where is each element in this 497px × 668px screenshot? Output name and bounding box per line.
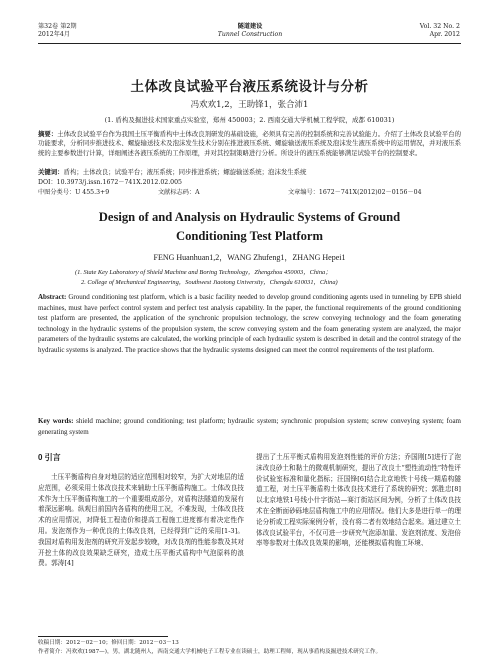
en-title-line2: Conditioning Test Platform xyxy=(176,229,323,243)
body-column-right: 提出了土压平衡式盾构用发泡剂性能的评价方法；乔国刚[5]进行了泡沫改良砂土和黏土的微观机制研究，提出了改良土“塑性流动性”特性评价试验室标准和量化指标；汪国锋[6]结合北京地铁十号线一期盾构隧道工程，对土压平衡盾构土体改良技术进行了系统的研究；郭胜忠[8]以北京地铁1号线小什字街站—赛汀街站区间为例，分析了土体改良技术在全断面砂砾地层盾构施工中的应用情况。他们大多是进行单一的理论分析或工程实际案例分析，没有将二者有效地结合起来。通过建立土体改良试验平台，不仅可进一步研究气泡添加量、发泡剂浓度、发泡倍率等参数对土体改良效果的影响，还能模拟盾构施工环境、 xyxy=(256,453,461,548)
en-keywords-label: Key words: xyxy=(38,417,74,425)
en-authors: FENG Huanhuan1,2，WANG Zhufeng1，ZHANG Hepei1 xyxy=(153,253,346,262)
header-left xyxy=(38,23,148,39)
section-heading-intro: 0 引言 xyxy=(38,453,61,462)
header-vol-en: Vol. 32 No. 2 xyxy=(419,23,460,30)
cn-keywords xyxy=(38,168,461,177)
cn-keywords-text: 盾构；土体改良；试验平台；液压系统；同步推进系统；螺旋输送系统；泡沫发生系统 xyxy=(63,168,307,176)
en-title-line1: Design of and Analysis on Hydraulic Systems of Ground xyxy=(98,210,401,224)
cn-keywords-label: 关键词： xyxy=(38,168,64,176)
en-keywords xyxy=(38,416,461,437)
header-date-en: Apr. 2012 xyxy=(429,31,460,38)
footnote-rule xyxy=(38,636,168,637)
header-journal-cn: 隧道建设 xyxy=(237,23,263,30)
cn-doc-code: 文献标志码：A xyxy=(158,189,200,196)
footnote-received: 收稿日期：2012－02－10；修回日期：2012－03－13 xyxy=(38,640,179,646)
en-abstract-label: Abstract: xyxy=(38,293,67,301)
cn-authors: 冯欢欢1,2，王助锋1，张合沛1 xyxy=(190,100,309,110)
en-affiliation-2: 2. College of Mechanical Engineering，Southwest Jiaotong University，Chengdu 610031，China) xyxy=(81,279,338,286)
header-volume: 第32卷 第2期 xyxy=(38,23,77,30)
en-title xyxy=(38,208,461,246)
en-abstract-text: Ground conditioning test platform, which is a basic facility needed to develop ground conditioning agents used in tunneling by EPB shield machines, must have perfect control system and perfect test analysis capability. In the paper, the functional requirements of the ground conditioning test platform are presented, the application of the synchronic propulsion technology, the screw conveying technology and the foam generating technology in the hydraulic systems of the propulsion system, the screw conveying system and the foam generating system are analyzed, the major parameters of the hydraulic systems are calculated, the working principle of each hydraulic system is described in detail and the control strategy of the hydraulic systems is analyzed. The practice shows that the hydraulic systems designed can meet the control requirements of the test platform. xyxy=(38,293,462,354)
en-abstract xyxy=(38,292,461,355)
en-keywords-text: shield machine; ground conditioning; test platform; hydraulic system; synchronic propulsion system; screw conveying system; foam generating system xyxy=(38,417,461,436)
cn-clc: 中图分类号：U 455.3+9 xyxy=(38,189,110,196)
footnote-author-bio: 作者简介：冯欢欢(1987—)，男，湖北随州人，西南交通大学机械电子工程专业在读硕士，助理工程师，现从事盾构及掘进技术研究工作。 xyxy=(38,649,382,655)
cn-classification-row xyxy=(38,188,461,197)
cn-article-id: 文章编号：1672－741X(2012)02－0156－04 xyxy=(288,189,422,196)
body-column-left: 土压平衡盾构自身对地层的适应范围相对较窄，为扩大对地层的适应范围，必须采用土体改良技术来辅助土压平衡盾构施工。土体改良技术作为土压平衡盾构施工的一个重要组成部分，对盾构法隧道的发展有着深远影响。纵观目前国内各盾构的使用工况，不难发现，土体改良技术的应用情况，对降低工程造价和提高工程施工进度都有着决定性作用。发泡剂作为一种优良的土体改良剂，已经得到广泛的采用[1-3]。我国对盾构用发泡剂的研究开发起步较晚，对改良剂的性能参数及其对开挖土体的改良效果缺乏研究，造成土压平衡式盾构中气泡原料的浪费。郭涛[4] xyxy=(38,473,244,568)
cn-affiliation: (1. 盾构及掘进技术国家重点实验室，郑州 450003；2. 西南交通大学机械工程学院，成都 610031) xyxy=(104,116,395,124)
cn-abstract xyxy=(38,130,461,158)
cn-abstract-text: 土体改良试验平台作为我国土压平衡盾构中土体改良剂研发的基础设施，必须具有完善的控制系统和完善试验能力。介绍了土体改良试验平台的功能要求，分析同步推进技术、螺旋输送技术及泡沫发生技术分别在推进液压系统、螺旋输送液压系统及泡沫发生液压系统中的运用情况，并对液压系统的主要参数进行计算，详细阐述各液压系统的工作原理，并对其控制策略进行分析。所设计的液压系统能够满足试验平台的控制要求。 xyxy=(38,130,462,157)
header-center xyxy=(160,23,340,39)
header-right xyxy=(370,23,460,39)
header-rule xyxy=(38,43,461,44)
cn-abstract-label: 摘要： xyxy=(38,130,58,138)
header-journal-en: Tunnel Construction xyxy=(217,31,283,38)
cn-title: 土体改良试验平台液压系统设计与分析 xyxy=(130,79,369,95)
en-affiliation-1: (1. State Key Laboratory of Shield Machine and Boring Technology，Zhengzhou 450003，China； xyxy=(75,269,332,276)
header-date-cn: 2012年4月 xyxy=(38,31,71,38)
cn-doi: DOI：10.3973/j.issn.1672－741X.2012.02.005 xyxy=(38,179,182,186)
